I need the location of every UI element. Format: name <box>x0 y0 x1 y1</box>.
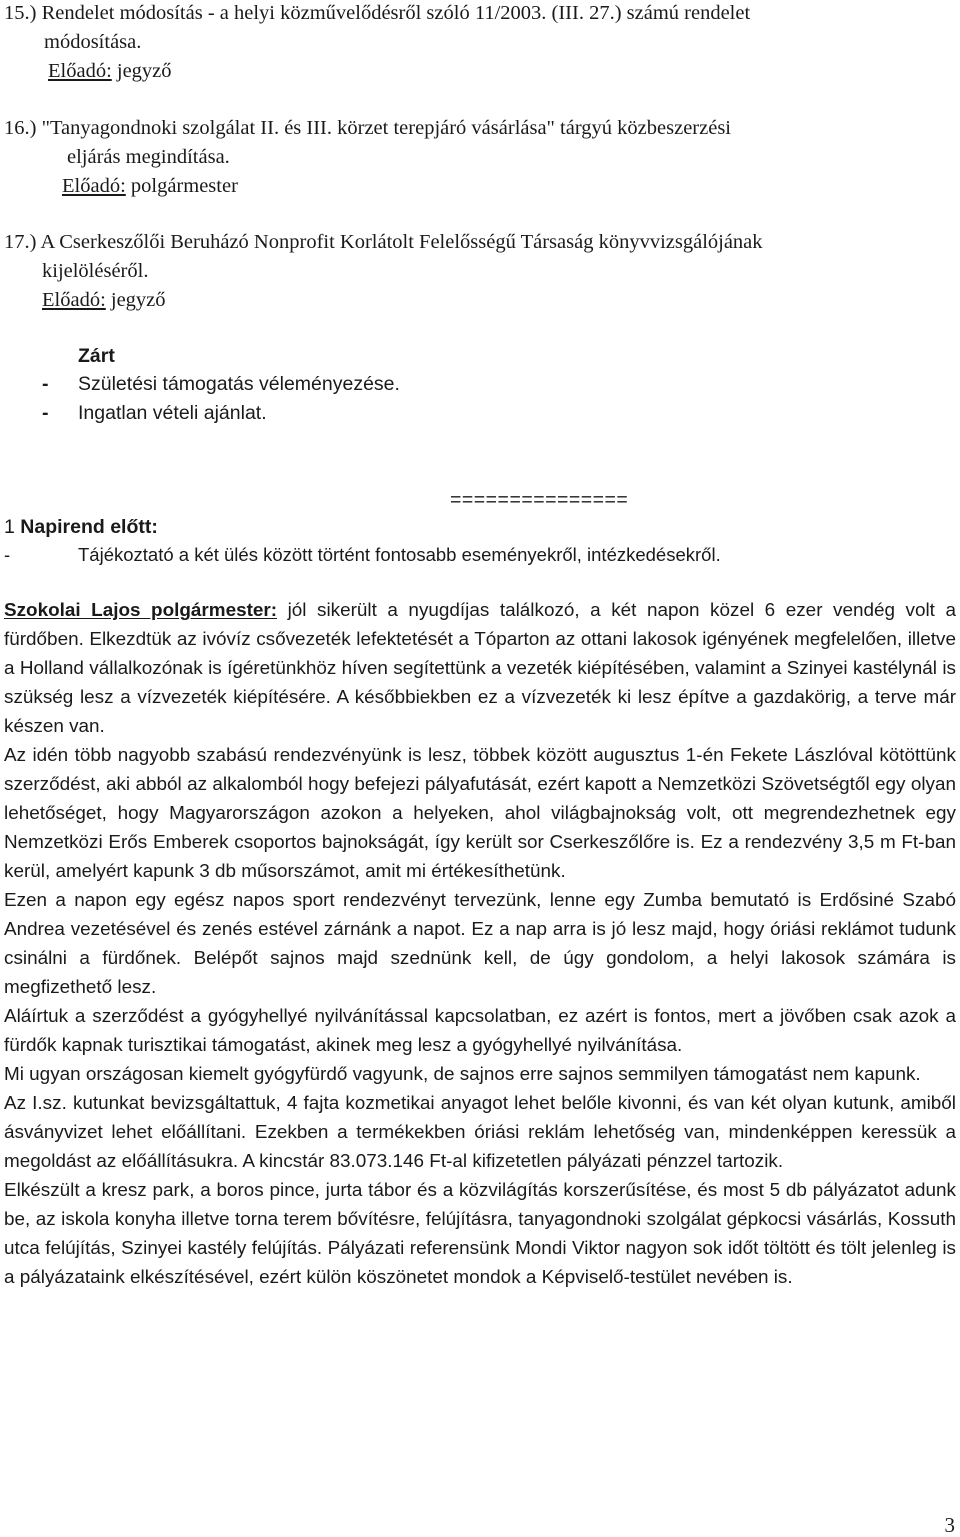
presenter-name: jegyző <box>110 289 166 311</box>
speech-paragraph <box>4 596 956 741</box>
speech-text: jól sikerült a nyugdíjas találkozó, a két napon közel 6 ezer vendég volt a fürdőben. Elkezdtük az ivóvíz csővezeték lefektetését a Tóparton az ottani lakosok igényének megfelelően, illetve a Holland vállalkozónak is ígéretünkhöz híven segítettünk a vezeték kiépítésében, valamint a Szinyei kastélynál is szükség lesz a vízvezeték kiépítésére. A későbbiekben ez a vízvezeték ki lesz építve a gazdakörig, a terve már készen van. <box>4 600 956 737</box>
before-agenda-item <box>4 542 721 568</box>
presenter-label: Előadó: <box>48 60 112 82</box>
agenda-item-15-line2: módosítása. <box>44 31 142 53</box>
closed-session-item <box>42 371 400 397</box>
agenda-item-17-line2: kijelöléséről. <box>42 260 149 282</box>
list-dash: - <box>4 544 11 565</box>
agenda-item-17-presenter <box>42 287 166 313</box>
list-dash: - <box>42 402 49 424</box>
agenda-item-15-line1: 15.) Rendelet módosítás - a helyi közművelődésről szóló 11/2003. (III. 27.) számú rendelet <box>4 2 751 24</box>
speaker-name: Szokolai Lajos polgármester: <box>4 600 278 621</box>
before-agenda-count: 1 <box>4 516 15 538</box>
speech-paragraph: Az I.sz. kutunkat bevizsgáltattuk, 4 fajta kozmetikai anyagot lehet belőle kivonni, és van két olyan kutunk, amiből ásványvizet lehet előállítani. Ezekben a termékekben óriási reklám lehetőség van, mindenképpen keressük a megoldást az előállításukra. A kincstár 83.073.146 Ft-al kifizetetlen pályázati pénzzel tartozik. <box>4 1093 956 1172</box>
closed-session-item <box>42 400 267 426</box>
before-agenda-item-text: Tájékoztató a két ülés között történt fontosabb eseményekről, intézkedésekről. <box>78 544 721 565</box>
presenter-name: polgármester <box>130 175 238 197</box>
speech-paragraph: Aláírtuk a szerződést a gyógyhellyé nyilvánítással kapcsolatban, ez azért is fontos, mert a jövőben csak azok a fürdők kapnak turisztikai támogatást, akinek meg lesz a gyógyhellyé nyilvánítása. <box>4 1006 956 1056</box>
closed-session-item-text: Ingatlan vételi ajánlat. <box>78 402 267 424</box>
agenda-item-17-line1: 17.) A Cserkeszőlői Beruházó Nonprofit Korlátolt Felelősségű Társaság könyvvizsgálójának <box>4 231 763 253</box>
closed-session-item-text: Születési támogatás véleményezése. <box>78 373 400 395</box>
page-number: 3 <box>944 1513 955 1537</box>
agenda-item-16-line1: 16.) "Tanyagondnoki szolgálat II. és III. körzet terepjáró vásárlása" tárgyú közbeszerzési <box>4 117 731 139</box>
speech-paragraph: Elkészült a kresz park, a boros pince, jurta tábor és a közvilágítás korszerűsítése, és most 5 db pályázatot adunk be, az iskola konyha illetve torna terem bővítésre, felújításra, tanyagondnoki szolgálat gépkocsi vásárlás, Kossuth utca felújítás, Szinyei kastély felújítás. Pályázati referensünk Mondi Viktor nagyon sok időt töltött és tölt jelenleg is a pályázataink elkészítésével, ezért külön köszönetet mondok a Képviselő-testület nevében is. <box>4 1180 956 1288</box>
section-separator: =============== <box>450 489 629 511</box>
speech-paragraph: Ezen a napon egy egész napos sport rendezvényt tervezünk, lenne egy Zumba bemutató is Erdősiné Szabó Andrea vezetésével és zenés estével zárnánk a napot. Ez a nap arra is jó lesz majd, hogy óriási reklámot tudunk csinálni a fürdőnek. Belépőt sajnos majd szednünk kell, de úgy gondolom, a helyi lakosok számára is megfizethető lesz. <box>4 890 956 998</box>
before-agenda-heading <box>4 514 158 540</box>
presenter-label: Előadó: <box>42 289 106 311</box>
presenter-name: jegyző <box>116 60 172 82</box>
presenter-label: Előadó: <box>62 175 126 197</box>
closed-session-title: Zárt <box>78 345 115 367</box>
speech-paragraph: Mi ugyan országosan kiemelt gyógyfürdő vagyunk, de sajnos erre sajnos semmilyen támogatást nem kapunk. <box>4 1064 921 1085</box>
list-dash: - <box>42 373 49 395</box>
before-agenda-label: Napirend előtt: <box>20 516 158 538</box>
agenda-item-16-line2: eljárás megindítása. <box>67 146 230 168</box>
agenda-item-16-presenter <box>62 173 238 199</box>
agenda-item-15-presenter <box>48 58 172 84</box>
speech-body <box>4 596 956 1292</box>
speech-paragraph: Az idén több nagyobb szabású rendezvényünk is lesz, többek között augusztus 1-én Fekete Lászlóval kötöttünk szerződést, aki abból az alkalomból hogy befejezi pályafutását, ezért kapott a Nemzetközi Szövetségtől egy olyan lehetőséget, hogy Magyarországon azokon a helyeken, ahol világbajnokság volt, ott megrendezhetnek egy Nemzetközi Erős Emberek csoportos bajnokságát, így került sor Cserkeszőlőre is. Ez a rendezvény 3,5 m Ft-ban kerül, amelyért kapunk 3 db műsorszámot, amit mi értékesíthetünk. <box>4 745 956 882</box>
